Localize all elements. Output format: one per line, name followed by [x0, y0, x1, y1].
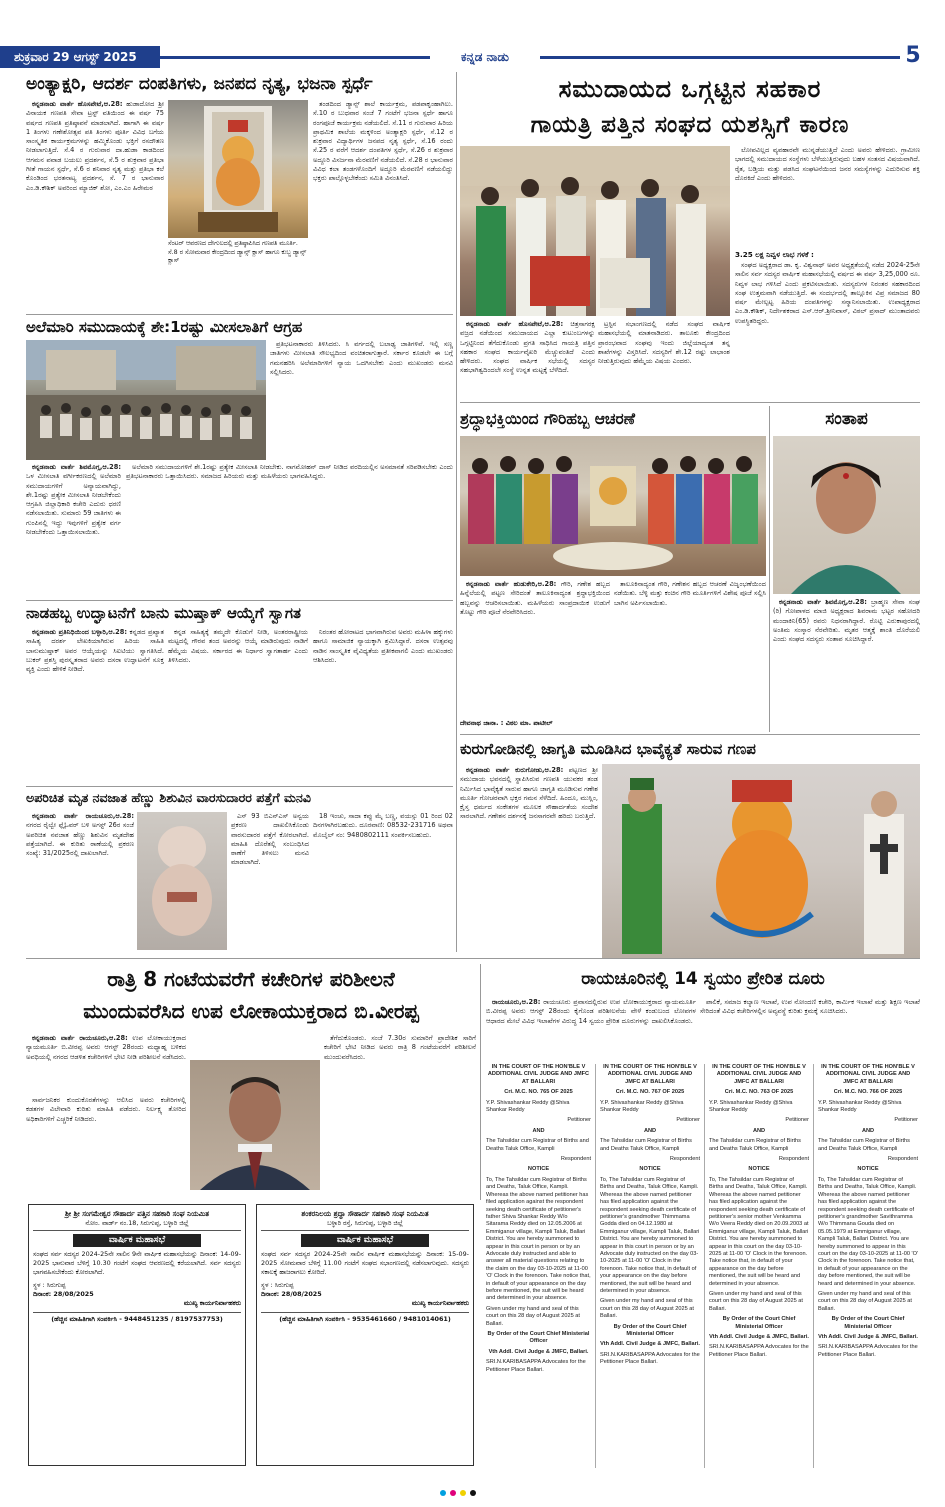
portrait-icon — [773, 436, 920, 594]
ganeshotsava-headline: ಶ್ರದ್ಧಾಭಕ್ತಿಯಿಂದ ಗೌರಿಹಬ್ಬ ಆಚರಣೆ — [460, 410, 636, 428]
legal-notice — [595, 1064, 700, 1468]
ad-society-name: ಶಂಕರನಿಲಯ ಶ್ರದ್ಧಾ ಸೌಹಾರ್ದ ಸಹಕಾರಿ ಸಂಘ ನಿಯಮಿತ — [301, 1210, 429, 1218]
legal-role: Respondent — [669, 1156, 700, 1163]
aparichita-text-2: ಎಸ್ 93 ಬಿಎನ್ಎಸ್ ಅನ್ವಯ ಪ್ರಕರಣ ದಾಖಲಿಸಿಕೊಂಡು ವಾರಸುದಾರರ ಪತ್ತೆಗೆ ಕೋರಲಾಗಿದೆ. ಮಾಹಿತಿ ದೊರೆತಲ್ಲಿ ಸಂಬಂಧಿಸಿದ ಠಾಣೆಗೆ ತಿಳಿಸಲು ಮನವಿ ಮಾಡಲಾಗಿದೆ. — [231, 812, 309, 867]
samudaya-text-right: ಲೋಪವಿಲ್ಲದ ವ್ಯವಹಾರವೇ ಮುನ್ನಡೆಯುತ್ತಿದೆ ಎಂದು ಅವರು ಹೇಳಿದರು. ಗ್ರಾಮೀಣ ಭಾಗದಲ್ಲಿ ಸಮುದಾಯದ ಸಂಸ್ಥೆಗಳು ಬೆಳೆಯುತ್ತಿರುವುದು ಬಹಳ ಸಂತಸದ ವಿಷಯವಾಗಿದೆ. ರೈತ, ಬಡ್ತಿಯ ಮತ್ತು ಪಡಸಿದ ಸಂಘಟನೆಯಿಂದ ಜನರ ಸಮಸ್ಯೆಗಳನ್ನು ಎದುರಿಸುವ ಶಕ್ತಿ ದೊರಕಿದೆ ಎಂದು ಹೇಳಿದರು. — [735, 146, 920, 182]
ganeshotsava-dateline: ಕನ್ನಡನಾಡು ವಾರ್ತೆ ಹುಡುಕೇರಿ,ಆ.28: — [466, 580, 557, 588]
lokayukta-portrait-photo — [190, 1060, 320, 1190]
legal-advocate: SRI.N.KARIBASAPPA Advocates for the Petitioner Place Ballari. — [486, 1359, 586, 1373]
lokayukta-text-3: ತೆಗೆದುಕೊಂಡರು. ಸಂಜೆ 7.30ರ ಸುಮಾರಿಗೆ ಪ್ರಾದೇಶಿಕ ಸಾರಿಗೆ ಕಚೇರಿಗೆ ಭೇಟಿ ನೀಡಿದ ಅವರು ರಾತ್ರಿ 8 ಗಂಟೆಯವರೆಗೆ ಪರಿಶೀಲನೆ ಮುಂದುವರೆಸಿದರು. — [324, 1034, 476, 1061]
lokayukta-body-3 — [324, 1034, 476, 1194]
ganeshotsava-body-1 — [460, 580, 610, 730]
ad-body: ಸಂಘದ ಸರ್ವ ಸದಸ್ಯರ 2024-25ನೇ ಸಾಲಿನ 9ನೇ ವಾರ್ಷಿಕ ಮಹಾಸಭೆಯನ್ನು ದಿನಾಂಕ: 14-09-2025 ಭಾನುವಾರ ಬೆಳಿಗ್ಗೆ 10.30 ಗಂಟೆಗೆ ಸಂಘದ ಆವರಣದಲ್ಲಿ ಕರೆಯಲಾಗಿದೆ. ಸರ್ವ ಸದಸ್ಯರು ಭಾಗವಹಿಸಬೇಕೆಂದು ಕೋರಲಾಗಿದೆ. — [33, 1250, 241, 1276]
samudaya-headline-2: ಗಾಯತ್ರಿ ಪತ್ತಿನ ಸಂಘದ ಯಶಸ್ಸಿಗೆ ಕಾರಣ — [530, 112, 850, 138]
festival-family-icon — [460, 436, 766, 576]
aparichita-infant-photo — [137, 812, 227, 950]
samudaya-felicitation-photo — [460, 146, 730, 316]
legal-notice-title: NOTICE — [527, 1166, 550, 1173]
antyakshari-headline: ಅಂತ್ಯಾಕ್ಷರಿ, ಆದರ್ಶ ದಂಪತಿಗಳು, ಜನಪದ ನೃತ್ಯ, ಭಜನಾ ಸ್ಪರ್ಧೆ — [26, 74, 373, 94]
samudaya-body-right-2 — [735, 261, 920, 398]
meeting-ad — [28, 1204, 246, 1466]
kurugodu-body — [460, 766, 598, 956]
legal-notice-title: NOTICE — [639, 1166, 661, 1173]
masthead-date: ಶುಕ್ರವಾರ 29 ಆಗಸ್ಟ್ 2025 — [14, 50, 137, 64]
ad-signatory: ಮುಖ್ಯ ಕಾರ್ಯನಿರ್ವಾಹಕರು — [411, 1299, 469, 1307]
legal-notice — [813, 1064, 918, 1468]
registration-mark — [440, 1490, 446, 1496]
legal-body: To, The Tahsildar cum Registrar of Births and Deaths, Taluk Office, Kampli. Whereas the above named petitioner has filed application against the respondent seeking death certificate of petitioner's senior mother Venkamma W/o Veera Reddy died on 20.09.2003 at Emmiganur village, Kampli Taluk, Ballari District. You are hereby summoned to appear in this court on the day 03-10-2025 at 11-00 'O' Clock in the forenoon. Take notice that, in default of your appearance on the day before mentioned, the suit will be heard and determined in your absence. — [709, 1176, 809, 1287]
unity-ganesha-icon — [602, 764, 920, 958]
legal-notice — [486, 1064, 591, 1468]
legal-by-order: By Order of the Court Chief Ministerial Officer — [722, 1316, 796, 1330]
legal-notice-title: NOTICE — [857, 1166, 879, 1173]
ad-place: ಸ್ಥಳ : ಸಿರುಗುಪ್ಪ — [33, 1281, 66, 1289]
santapa-body — [773, 598, 920, 732]
legal-and: AND — [861, 1127, 875, 1134]
legal-petitioner: Y.P. Shivashankar Reddy @Shiva Shankar Reddy — [709, 1099, 793, 1114]
legal-court-short: Vth Addl. Civil Judge & JMFC, Ballari. — [600, 1341, 700, 1348]
aparichita-text-3: 18 ಇಂಚು, ಸಾದಾ ಕಪ್ಪು ಮೈ ಬಣ್ಣ, ವಯಸ್ಸು 01 ರಿಂದ 02 ದಿನಗಳಾಗಿರಬಹುದು. ದೂರವಾಣಿ: 08532-231716 ಅಥವಾ ಮೊಬೈಲ್ ನಂ: 9480802111 ಸಂಪರ್ಕಿಸಬಹುದು. — [313, 812, 453, 839]
legal-respondent: The Tahsildar cum Registrar of Births and Deaths Taluk Office, Kampli — [818, 1138, 910, 1152]
samudaya-subhead: 3.25 ಲಕ್ಷ ನಿವ್ವಳ ಲಾಭ ಗಳಕೆ : — [735, 250, 814, 259]
rule — [26, 314, 453, 315]
legal-petitioner: Y.P. Shivashankar Reddy @Shiva Shankar Reddy — [486, 1099, 570, 1114]
swayam-headline: ರಾಯಚೂರಿನಲ್ಲಿ 14 ಸ್ವಯಂ ಪ್ರೇರಿತ ದೂರು — [581, 969, 825, 989]
lokayukta-body-1b — [26, 1096, 186, 1196]
legal-body: To, The Tahsildar cum Registrar of Births and Deaths, Taluk Office, Kampli. Whereas the above named petitioner has filed application against the respondent seeking death certificate of petitioner's grandmother Savithramma W/o Thimmana Gouda died on 05.05.1979 at Emmiganur village, Kampli Taluk, Ballari District. You are hereby summoned to appear in this court on the day 03-10-2025 at 11-00 'O' Clock in the forenoon. Take notice that, in default of your appearance on the day before mentioned, the suit will be heard and determined in your absence. — [818, 1176, 918, 1287]
registration-mark — [470, 1490, 476, 1496]
kurugodu-headline: ಕುರುಗೋಡಿನಲ್ಲಿ ಜಾಗೃತಿ ಮೂಡಿಸಿದ ಭಾವೈಕ್ಯತೆ ಸಾರುವ ಗಣಪ — [460, 740, 756, 758]
rule — [460, 402, 920, 403]
meeting-ad — [256, 1204, 474, 1466]
legal-role: Respondent — [560, 1156, 591, 1163]
aparichita-body-2 — [231, 812, 309, 952]
nadahabba-headline: ನಾಡಹಬ್ಬ ಉದ್ಘಾಟನೆಗೆ ಬಾನು ಮುಷ್ತಾಕ್ ಆಯ್ಕೆಗೆ ಸ್ವಾಗತ — [26, 604, 301, 622]
aparichita-body-3 — [313, 812, 453, 952]
ad-date: ದಿನಾಂಕ: 28/08/2025 — [261, 1290, 322, 1298]
legal-court: IN THE COURT OF THE HON'BLE V ADDITIONAL CIVIL JUDGE AND JMFC AT BALLARI — [821, 1064, 915, 1085]
swayam-text-2: ಪಾಲಿಕೆ, ಸಮಾಜ ಕಲ್ಯಾಣ ಇಲಾಖೆ, ಉಪ ನೋಂದಣಿ ಕಚೇರಿ, ಕಾರ್ಮಿಕ ಇಲಾಖೆ ಮತ್ತು ಶಿಕ್ಷಣ ಇಲಾಖೆ ಸೇರಿದಂತೆ ವಿವಿಧ ಕಚೇರಿಗಳಲ್ಲಿನ ಅವ್ಯವಸ್ಥೆ ಕುರಿತು ಕ್ರಮಕ್ಕೆ ಸೂಚಿಸಿದರು. — [700, 998, 920, 1016]
alemari-headline: ಅಲೆಮಾರಿ ಸಮುದಾಯಕ್ಕೆ ಶೇ:1ರಷ್ಟು ಮೀಸಲಾತಿಗೆ ಆಗ್ರಹ — [26, 318, 303, 336]
samudaya-body-2 — [598, 320, 730, 400]
legal-notice-title: NOTICE — [748, 1166, 770, 1173]
rule — [26, 600, 453, 601]
ganeshotsava-text-1: ಗೌರಿ, ಗಣೇಶ ಹಬ್ಬದ ಹಿನ್ನೆಲೆಯಲ್ಲಿ ಪಟ್ಟಣ ಸೇರಿದಂತೆ ತಾಲೂಕಿನಾದ್ಯಂತ ಶ್ರದ್ಧಾಭಕ್ತಿಯಿಂದ ಹಬ್ಬವನ್ನು ಆಚರಿಸಲಾಯಿತು. ಮಹಿಳೆಯರು ಸಾಂಪ್ರದಾಯಿಕ ಉಡುಗೆ ತೊಟ್ಟು ಗೌರಿ ಪೂಜೆ ನೆರವೇರಿಸಿದರು. — [460, 580, 610, 616]
legal-respondent: The Tahsildar cum Registrar of Births and Deaths Taluk Office, Kampli — [709, 1138, 801, 1152]
legal-role: Petitioner — [676, 1117, 700, 1124]
legal-body: To, The Tahsildar cum Registrar of Births and Deaths, Taluk Office, Kampli. Whereas the above named petitioner has filed application against the respondent seeking death certificate of petitioner's grandmother Thimmama Godda died on 04.12.1980 at Emmiganur village, Kampli Taluk, Ballari District. You are hereby summoned to appear in this court in person or by an Advocate duly instructed on the day 03-10-2025 at 11-00 'O' Clock in the forenoon. Take notice that, in default of your appearance on the day before mentioned, the suit will be heard and determined in your absence. — [600, 1176, 700, 1294]
aparichita-text-1: ನಗರದ ರೈಲ್ವೇ ಫ್ಲೈಓವರ್ ಬಳಿ ಅಗಸ್ಟ್ 26ರ ಸಂಜೆ ಅಪರಿಚಿತ ನವಜಾತ ಹೆಣ್ಣು ಶಿಶುವಿನ ಮೃತದೇಹ ಪತ್ತೆಯಾಗಿದೆ. ಈ ಕುರಿತು ಠಾಣೆಯಲ್ಲಿ ಪ್ರಕರಣ ಸಂಖ್ಯೆ: 31/2025ರಲ್ಲಿ ದಾಖಲಾಗಿದೆ. — [26, 821, 134, 858]
alemari-text-2: ಅಲೆಮಾರಿ ಸಮುದಾಯಗಳಿಗೆ ಶೇ.1ರಷ್ಟು ಪ್ರತ್ಯೇಕ ಮೀಸಲಾತಿ ನೀಡಬೇಕು. ನಾಗಮೋಹನ್ ದಾಸ್ ನೀಡಿದ ವರದಿಯಲ್ಲಿನ ಅಸಮಾನತೆ ಸರಿಪಡಿಸಬೇಕು ಎಂದು ಪ್ರತಿಭಟನಾಕಾರರು ಒತ್ತಾಯಿಸಿದರು. ಸಮಾಜದ ಹಿರಿಯರು ಮತ್ತು ಮಹಿಳೆಯರು ಭಾಗವಹಿಸಿದ್ದರು. — [126, 463, 453, 481]
legal-court-short: Vth Addl. Civil Judge & JMFC, Ballari. — [818, 1334, 918, 1340]
alemari-text-3: ಪ್ರತಿಭಟನಾಕಾರರು ತಿಳಿಸಿದರು. ಸಿ ವರ್ಗದಲ್ಲಿ ಬಲಾಢ್ಯ ಜಾತಿಗಳಿವೆ. ಇಲ್ಲಿ ಸಣ್ಣ ಜಾತಿಗಳು ಮೀಸಲಾತಿ ಸೌಲಭ್ಯದಿಂದ ವಂಚಿತರಾಗುತ್ತಾರೆ. ಸರ್ಕಾರ ಕೂಡಲೇ ಈ ಬಗ್ಗೆ ಗಮನಹರಿಸಿ ಅಲೆಮಾರಿಗಳಿಗೆ ನ್ಯಾಯ ಒದಗಿಸಬೇಕು ಎಂದು ಮುಖಂಡರು ಮನವಿ ಸಲ್ಲಿಸಿದರು. — [270, 340, 453, 376]
legal-and: AND — [532, 1127, 545, 1134]
antyakshari-body-left — [26, 100, 164, 312]
aparichita-headline: ಅಪರಿಚಿತ ಮೃತ ನವಜಾತ ಹೆಣ್ಣು ಶಿಶುವಿನ ವಾರಸುದಾರರ ಪತ್ತೆಗೆ ಮನವಿ — [26, 790, 311, 805]
ad-date: ದಿನಾಂಕ: 28/08/2025 — [33, 1290, 94, 1298]
legal-petitioner: Y.P. Shivashankar Reddy @Shiva Shankar Reddy — [818, 1099, 902, 1114]
legal-by-order: By Order of the Court Chief Ministerial Officer — [487, 1331, 590, 1345]
samudaya-headline-1: ಸಮುದಾಯದ ಒಗ್ಗಟ್ಟಿನ ಸಹಕಾರ — [558, 75, 822, 103]
legal-role: Petitioner — [567, 1117, 591, 1124]
nadahabba-body-3 — [313, 628, 453, 784]
kurugodu-dateline: ಕನ್ನಡನಾಡು ವಾರ್ತೆ ಕುರುಗೋಡು,ಆ.28: — [466, 766, 564, 774]
ad-contact: (ಹೆಚ್ಚಿನ ಮಾಹಿತಿಗಾಗಿ ಸಂಪರ್ಕಿಸಿ - 9535461660 / 9481014061) — [261, 1312, 469, 1324]
legal-given: Given under my hand and seal of this court on this 28 day of August 2025 at Ballari. — [709, 1290, 803, 1312]
ganeshotsava-text-2: ತಾಲೂಕಿನಾದ್ಯಂತ ಗೌರಿ, ಗಣೇಶನ ಹಬ್ಬದ ಆಚರಣೆ ವಿಜೃಂಭಣೆಯಿಂದ ನಡೆಯಿತು. ಬೆಳ್ಳಿ ಮತ್ತು ಕಂಚಿನ ಗೌರಿ ಮೂರ್ತಿಗಳಿಗೆ ವಿಶೇಷ ಪೂಜೆ ಸಲ್ಲಿಸಿ ಬಾಗಿನ ಅರ್ಪಿಸಲಾಯಿತು. — [614, 580, 766, 607]
legal-and: AND — [643, 1127, 657, 1134]
santapa-text: ಬ್ರಾಹ್ಮಣ ಸೇವಾ ಸಂಘ (ರಿ) ಗೋಪಾಳದ ಮಾಜಿ ಅಧ್ಯಕ್ಷರಾದ ಶಿವರಾಮ ಭಟ್ಟರ ಸಹೋದರಿ ಮಂದಾಕಿನಿ(65) ರವರು ನಿಧನರಾಗಿದ್ದಾರೆ. ರೊಟ್ಟಿ ಎರುಕಾಪುರದಲ್ಲಿ ಅಂತಿಮ ಸಂಸ್ಕಾರ ನೆರವೇರಿತು. ಮೃತರ ಆತ್ಮಕ್ಕೆ ಶಾಂತಿ ದೊರೆಯಲಿ ಎಂದು ಸಂಘದ ಸದಸ್ಯರು ಸಂತಾಪ ಸೂಚಿಸಿದ್ದಾರೆ. — [773, 598, 920, 644]
masthead-paper-name: ಕನ್ನಡ ನಾಡು — [430, 46, 540, 68]
registration-mark — [450, 1490, 456, 1496]
ad-signatory: ಮುಖ್ಯ ಕಾರ್ಯನಿರ್ವಾಹಕರು — [183, 1299, 241, 1307]
antyakshari-text-right: ತಂಡದಿಂದ ಡ್ಯಾನ್ಸ್‌ ಶಾಲೆ ಕಾರ್ಯಕ್ರಮ, ಪಡಪಾಕೃಂಹಾಗಿಲು. ಸೆ.10 ರ ಬುಧವಾರ ಸಂಜೆ 7 ಗಂಟೆಗೆ ಭಜನಾ ಸ್ಪರ್ಧೆ ಹಾಗೂ ರಂಗಪೂಜೆ ಕಾರ್ಯಕ್ರಮ ನಡೆಯಲಿದೆ. ಸೆ.11 ರ ಗುರುವಾರ ಹಿರಿಯ ಪ್ರಾಥಮಿಕ ಶಾಲೆಯ ಮಕ್ಕಳಿಂದ ಅಂತ್ಯಾಕ್ಷರಿ ಸ್ಪರ್ಧೆ, ಸೆ.12 ರ ಶುಕ್ರವಾರ ವಿದ್ಯಾರ್ಥಿಗಳ ಜನಪದ ನೃತ್ಯ ಸ್ಪರ್ಧೆ, ಸೆ.16 ರಂದು ಸೆ.25 ರ ವರೆಗೆ ಆದರ್ಶ ದಂಪತಿಗಳ ಸ್ಪರ್ಧೆ, ಸೆ.26 ರ ಶುಕ್ರವಾರ ಅದ್ದೂರಿ ವಿಸರ್ಜನಾ ಮೆರವಣಿಗೆ ನಡೆಯಲಿದೆ. ಸೆ.28 ರ ಭಾನುವಾರ ವಿವಿಧ ಕಲಾ ತಂಡಗಳೊಂದಿಗೆ ಅದ್ಧೂರಿ ಮೆರವಣಿಗೆ ನಡೆಯಲಿದ್ದು ಭಕ್ತರು ಪಾಲ್ಗೊಳ್ಳಬೇಕೆಂದು ಸಮಿತಿ ವಿನಂತಿಸಿದೆ. — [313, 100, 453, 183]
legal-given: Given under my hand and seal of this court on this 28 day of August 2025 at Ballari. — [600, 1298, 694, 1320]
lokayukta-text-1: ಉಪ ಲೋಕಾಯುಕ್ತರಾದ ನ್ಯಾಯಮೂರ್ತಿ ಬಿ.ವೀರಪ್ಪ ಅವರು ಆಗಸ್ಟ್ 28ರಂದು ಮಧ್ಯಾಹ್ನ ಬಳಿಕದ ಅವಧಿಯಲ್ಲಿ ನಗರದ ಆಡಳಿತ ಕಚೇರಿಗಳಿಗೆ ಭೇಟಿ ನೀಡಿ ಪರಿಶೀಲನೆ ನಡೆಸಿದರು. — [26, 1034, 186, 1061]
samudaya-dateline: ಕನ್ನಡನಾಡು ವಾರ್ತೆ ಹೊಸಪೇಟೆ,ಆ.28: — [466, 320, 564, 328]
rule — [769, 406, 770, 732]
samudaya-body-right — [735, 146, 920, 250]
infant-photo-icon — [137, 812, 227, 950]
legal-court: IN THE COURT OF THE HON'BLE V ADDITIONAL CIVIL JUDGE AND JMFC AT BALLARI — [603, 1064, 697, 1085]
legal-by-order: By Order of the Court Chief Ministerial Officer — [831, 1316, 905, 1330]
legal-role: Petitioner — [785, 1117, 809, 1124]
samudaya-text-1: ಚಿತ್ರಸಾಗರಕ್ಷ ವಜ್ರದ ನಡೆಯಿಂದ ಸಮುದಾಯದ ಎಲ್ಲಾ ಕುಟುಂಬಗಳನ್ನು ಒಗ್ಗಟ್ಟಿನಿಂದ ತೆಗೆದುಕೊಂಡು ಪ್ರಗತಿ ಸಾಧಿಸಿದ ಗಾಯತ್ರಿ ಪತ್ತಿನ ಸಹಕಾರ ಸಂಘದ ಕಾರ್ಯವೈಖರಿ ಮೆಚ್ಚುವಂತಿದೆ ಎಂದು ಹೇಳಿದರು. ಸಂಘದ ವಾರ್ಷಿಕ ಸಭೆಯಲ್ಲಿ ಸದಸ್ಯರ ಸಹಭಾಗಿತ್ವದಿಂದಲೇ ಸಂಸ್ಥೆ ಉನ್ನತ ಮಟ್ಟಕ್ಕೆ ಬೆಳೆದಿದೆ. — [460, 320, 595, 375]
masthead-page-number: 5 — [905, 43, 921, 68]
rule — [26, 958, 920, 959]
registration-mark — [460, 1490, 466, 1496]
lokayukta-headline-1: ರಾತ್ರಿ 8 ಗಂಟೆಯವರೆಗೆ ಕಚೇರಿಗಳ ಪರಿಶೀಲನೆ — [107, 967, 395, 991]
legal-case-number: Cri. M.C. NO. 765 OF 2025 — [504, 1089, 573, 1096]
samudaya-text-right-2: ಸಂಘದ ಅಧ್ಯಕ್ಷರಾದ ಡಾ. ಕೃ. ವಿಶ್ವನಾಥ್ ಅವರ ಅಧ್ಯಕ್ಷತೆಯಲ್ಲಿ ನಡೆದ 2024-25ನೇ ಸಾಲಿನ ಸರ್ವ ಸದಸ್ಯರ ವಾರ್ಷಿಕ ಮಹಾಸಭೆಯಲ್ಲಿ ವರ್ಷದ ಈ ವರ್ಷ 3,25,000 ರೂ. ನಿವ್ವಳ ಲಾಭ ಗಳಿಸಿದೆ ಎಂದು ಪ್ರಕಟಿಸಲಾಯಿತು. ಸದಸ್ಯರುಗಳ ನಿರಂತರ ಸಹಕಾರದಿಂದ ಸಂಘ ಉತ್ತಮವಾಗಿ ನಡೆಯುತ್ತಿದೆ. ಈ ಸಂದರ್ಭದಲ್ಲಿ ತಾಲ್ಲೂಕಿನ ವಿಪ್ರ ಸಮಾಜದ 80 ವರ್ಷ ಮೇಲ್ಪಟ್ಟ ಹಿರಿಯ ದಂಪತಿಗಳನ್ನು ಸನ್ಮಾನಿಸಲಾಯಿತು. ಉಪಾಧ್ಯಕ್ಷರಾದ ಎಂ.ಡಿ.ಕೌಶಿಕ್, ನಿರ್ದೇಶಕರಾದ ಎಸ್.ಆರ್.ಶ್ರೀನಿವಾಸ್, ವಿಠಲ್ ಪ್ರಸಾದ್ ಮುಂತಾದವರು ಉಪಸ್ಥಿತರಿದ್ದರು. — [735, 261, 920, 325]
antyakshari-body-right — [313, 100, 453, 312]
legal-case-number: Cri. M.C. NO. 767 OF 2025 — [615, 1089, 685, 1096]
nadahabba-text-1: ಕನ್ನಡದ ಪ್ರಖ್ಯಾತ ಸಾಹಿತ್ಯ ದರರ್ಶ ಲೇಖಕಿಯಾಗಿರುವ ಹಿರಿಯ ಸಾಹಿತಿ ಬಾನುಮುಷ್ತಾಕ್ ಅವರ ಆಯ್ಕೆಯನ್ನು ಸಿಐಟಿಯು ಸ್ವಾಗತಿಸಿದೆ. ಬುಕರ್ ಪ್ರಶಸ್ತಿ ಪುರಸ್ಕೃತರಾದ ಅವರು ದಸರಾ ಉದ್ಘಾಟನೆಗೆ ಸೂಕ್ತ ವ್ಯಕ್ತಿ ಎಂದು ಹೇಳಿಕೆ ನೀಡಿದೆ. — [26, 628, 164, 674]
santapa-dateline: ಕನ್ನಡನಾಡು ವಾರ್ತೆ ಶಿವಮೊಗ್ಗ,ಆ.28: — [779, 598, 867, 606]
antyakshari-dateline: ಕನ್ನಡನಾಡು ವಾರ್ತೆ ಹೊಸಪೇಟೆ,ಆ.28: — [32, 100, 123, 108]
alemari-body-1 — [26, 463, 121, 597]
masthead — [0, 44, 945, 70]
swayam-body-1 — [486, 998, 696, 1060]
swayam-body-2 — [700, 998, 920, 1060]
alemari-body-3 — [270, 340, 453, 460]
kurugodu-text: ಪಟ್ಟಣದ ಶ್ರೀ ಸಮುದಾಯ ಭವನದಲ್ಲಿ ಸ್ಥಾಪಿಸಿರುವ ಗಣಪತಿ ಯುವಕರ ತಂಡ ನಿರ್ಮಿಸಿದ ಭಾವೈಕ್ಯತೆ ಸಾರುವ ಹಾಗೂ ಜಾಗೃತಿ ಮೂಡಿಸುವ ಗಣೇಶ ಮೂರ್ತಿ ಗೋಚರವಾಗಿ ಭಕ್ತರ ಗಮನ ಸೆಳೆದಿದೆ. ಹಿಂದೂ, ಮುಸ್ಲಿಂ, ಕ್ರೈಸ್ತ ಧರ್ಮದ ಸಂಕೇತಗಳ ಮೂಲಕ ಸೌಹಾರ್ದತೆಯ ಸಂದೇಶ ಸಾರಲಾಗಿದೆ. ಗಣೇಶನ ದರ್ಶನಕ್ಕೆ ಜನಸಾಗರವೇ ಹರಿದು ಬರುತ್ತಿದೆ. — [460, 766, 598, 821]
santapa-headline: ಸಂತಾಪ — [825, 409, 868, 429]
legal-petitioner: Y.P. Shivashankar Reddy @Shiva Shankar Reddy — [600, 1099, 684, 1114]
aparichita-body-1 — [26, 812, 134, 952]
alemari-protest-photo — [26, 340, 266, 460]
alemari-body-2 — [126, 463, 453, 597]
legal-notice — [704, 1064, 809, 1468]
legal-body: To, The Tahsildar cum Registrar of Births and Deaths, Taluk Office, Kampli. Whereas the above named petitioner has filed application against the respondent seeking death certificate of petitioner's father Shiva Shankar Reddy W/o Sitarama Reddy died on 12.05.2006 at Emmiganur village, Kampli Taluk, Ballari District. You are hereby summoned to appear in this court in person or by an Advocate duly instructed and able to answer all material questions relating to the claim on the day 03-10-2025 at 11-00 'O' Clock in the forenoon. Take notice that, in default of your appearance on the day before mentioned, the suit will be heard and determined in your absence. — [486, 1176, 591, 1302]
legal-role: Petitioner — [894, 1117, 918, 1124]
legal-court-short: Vth Addl. Civil Judge & JMFC, Ballari. — [488, 1348, 589, 1355]
nadahabba-dateline: ಕನ್ನಡನಾಡು ಪ್ರತಿನಿಧಿಯಿಂದ ಬಳ್ಳಾರಿ,ಆ.28: — [32, 628, 127, 636]
legal-advocate: SRI.N.KARIBASAPPA Advocates for the Petitioner Place Ballari. — [600, 1351, 700, 1366]
legal-case-number: Cri. M.C. NO. 763 OF 2025 — [724, 1089, 794, 1096]
swayam-dateline: ರಾಯಚೂರು,ಆ.28: — [492, 998, 541, 1006]
aparichita-dateline: ಕನ್ನಡನಾಡು ವಾರ್ತೆ ರಾಯಚೂರು,ಆ.28: — [32, 812, 134, 820]
alemari-text-1: ಒಳ ಮೀಸಲಾತಿ ವರ್ಗೀಕರಣದಲ್ಲಿ ಅಲೆಮಾರಿ ಸಮುದಾಯಗಳಿಗೆ ಅನ್ಯಾಯವಾಗಿದ್ದು, ಶೇ.1ರಷ್ಟು ಪ್ರತ್ಯೇಕ ಮೀಸಲಾತಿ ನೀಡಬೇಕೆಂದು ಆಗ್ರಹಿಸಿ ಜಿಲ್ಲಾಧಿಕಾರಿ ಕಚೇರಿ ಎದುರು ಧರಣಿ ನಡೆಸಲಾಯಿತು. ಸುಮಾರು 59 ಜಾತಿಗಳು ಈ ಗುಂಪಿನಲ್ಲಿ ಇದ್ದು ಇವುಗಳಿಗೆ ಪ್ರತ್ಯೇಕ ವರ್ಗ ನೀಡಬೇಕೆಂದು ಒತ್ತಾಯಿಸಲಾಯಿತು. — [26, 472, 121, 537]
legal-given: Given under my hand and seal of this court on this 28 day of August 2025 at Ballari. — [486, 1305, 580, 1327]
legal-and: AND — [752, 1127, 766, 1134]
legal-court: IN THE COURT OF THE HON'BLE V ADDITIONAL CIVIL JUDGE AND JMFC AT BALLARI — [487, 1064, 590, 1085]
legal-advocate: SRI.N.KARIBASAPPA Advocates for the Petitioner Place Ballari. — [709, 1344, 809, 1358]
legal-role: Respondent — [778, 1156, 809, 1163]
rule — [456, 72, 457, 952]
santapa-portrait-photo — [773, 436, 920, 594]
ganeshotsava-family-photo — [460, 436, 766, 576]
antyakshari-text-left: ಹುಡಾದೋದ ಶ್ರೀ ವಿನಾಯಕ ಗಣಪತಿ ಸೇವಾ ಟ್ರಸ್ಟ್ ವತಿಯಿಂದ ಈ ವರ್ಷ 75 ವರ್ಷದ ಗಣಪತಿ ಪ್ರತಿಷ್ಠಾಪನೆ ಮಾಡಲಾಗಿದೆ. ಹಾಗಾಗಿ ಈ ವರ್ಷ 1 ತಿಂಗಳು ಗಣೇಶೋತ್ಸವ ಪತಿ ತಿಂಗಳು ಪೂರ್ತಿ ವಿವಿಧ ಬಗೆಯ ಸಾಂಸ್ಕೃತಿಕ ಕಾರ್ಯಕ್ರಮಗಳನ್ನು ಹಮ್ಮಿಕೊಂಡು ಭಕ್ತಿಗೆ ರಸದೌತಣ ನೀಡಲಾಗುತ್ತಿದೆ. ಸೆ.4 ರ ಗುರುವಾರ ದಾ.ಹುಡಾ ಕಾಡದಿಂದ ಆಗಮನ ಪವಾಡ ಬಯಲು ಪ್ರದರ್ಶನ, ಸೆ.5 ರ ಶುಕ್ರವಾರ ಪ್ರತಿಭಾ ಗೀತೆ ಗಾಯನ ಸ್ಪರ್ಧೆ, ಸೆ.6 ರ ಶನಿವಾರ ನೃತ್ಯ ಮತ್ತು ಪ್ರತಿಭಾ ಕಲೆ ಕೊಂಡಿಂದ ಭರತನಾಟ್ಯ ಪ್ರದರ್ಶನ, ಸೆ. 7 ರ ಭಾನುವಾರ ಎಂ.ಡಿ.ಕೌಶಿಕ್ ಅವರಿಂದ ಮ್ಯಾಜಿಕ್ ಶೋ, ಎಂ.ಎಂ ಹಿರೇಮಠ — [26, 100, 164, 192]
rule — [26, 786, 453, 787]
ad-title: ವಾರ್ಷಿಕ ಮಹಾಸಭೆ — [73, 1234, 202, 1247]
nadahabba-text-3: ನಿರಂತರ ಹೋರಾಟದ ಭಾಗವಾಗಿರುವ ಅವರು ಮಹಿಳಾ ಹಕ್ಕುಗಳು ಹಾಗೂ ಸಾಮಾಜಿಕ ನ್ಯಾಯಕ್ಕಾಗಿ ಶ್ರಮಿಸಿದ್ದಾರೆ. ದಸರಾ ಉತ್ಸವವು ನಾಡಿನ ಸಾಂಸ್ಕೃತಿಕ ವೈವಿಧ್ಯತೆಯ ಪ್ರತೀಕವಾಗಲಿ ಎಂದು ಮುಖಂಡರು ಆಶಿಸಿದರು. — [313, 628, 453, 664]
lokayukta-text-2: ಸಾರ್ವಜನಿಕರ ಕುಂದುಕೊರತೆಗಳನ್ನು ಆಲಿಸಿದ ಅವರು ಕಚೇರಿಗಳಲ್ಲಿ ಕಡತಗಳ ವಿಲೇವಾರಿ ಕುರಿತು ಮಾಹಿತಿ ಪಡೆದರು. ನಿರ್ಲಕ್ಷ್ಯ ತೋರಿದ ಅಧಿಕಾರಿಗಳಿಗೆ ಎಚ್ಚರಿಕೆ ನೀಡಿದರು. — [26, 1096, 186, 1123]
ad-society-name: ಶ್ರೀ ಶ್ರೀ ಸಂಗಮೇಶ್ವರ ಸೌಹಾರ್ದ ಪತ್ತಿನ ಸಹಕಾರಿ ಸಂಘ ನಿಯಮಿತ — [65, 1210, 209, 1218]
crowd-photo-icon — [26, 340, 266, 460]
nadahabba-body-1 — [26, 628, 164, 784]
samudaya-body-1 — [460, 320, 595, 400]
ad-address: ಬಳ್ಳಾರಿ ರಸ್ತೆ, ಸಿರುಗುಪ್ಪ, ಬಳ್ಳಾರಿ ಜಿಲ್ಲೆ — [261, 1219, 469, 1231]
ad-contact: (ಹೆಚ್ಚಿನ ಮಾಹಿತಿಗಾಗಿ ಸಂಪರ್ಕಿಸಿ - 9448451235 / 8197537753) — [33, 1312, 241, 1324]
lokayukta-dateline: ಕನ್ನಡನಾಡು ವಾರ್ತೆ ರಾಯಚೂರು,ಆ.28: — [32, 1034, 128, 1042]
kurugodu-ganesha-photo — [602, 764, 920, 958]
alemari-dateline: ಕನ್ನಡನಾಡು ವಾರ್ತೆ ಶಿವಮೊಗ್ಗ,ಆ.28: — [32, 463, 121, 471]
swayam-text-1: ರಾಯಚೂರು ಪ್ರವಾಸದಲ್ಲಿರುವ ಉಪ ಲೋಕಾಯುಕ್ತರಾದ ನ್ಯಾಯಮೂರ್ತಿ ಬಿ.ವೀರಪ್ಪ ಅವರು ಆಗಸ್ಟ್ 28ರಂದು ಕೈಗೊಂಡ ಪರಿಶೀಲನೆಯ ವೇಳೆ ಕಂಡುಬಂದ ಲೋಪಗಳ ಆಧಾರದ ಮೇಲೆ ವಿವಿಧ ಇಲಾಖೆಗಳ ವಿರುದ್ಧ 14 ಸ್ವಯಂ ಪ್ರೇರಿತ ದೂರುಗಳನ್ನು ದಾಖಲಿಸಿಕೊಂಡರು. — [486, 998, 696, 1025]
legal-respondent: The Tahsildar cum Registrar of Births and Deaths Taluk Office, Kampli — [600, 1138, 692, 1152]
ad-body: ಸಂಘದ ಸರ್ವ ಸದಸ್ಯರ 2024-25ನೇ ಸಾಲಿನ ವಾರ್ಷಿಕ ಮಹಾಸಭೆಯನ್ನು ದಿನಾಂಕ: 15-09-2025 ಸೋಮವಾರ ಬೆಳಿಗ್ಗೆ 11.00 ಗಂಟೆಗೆ ಸಂಘದ ಸಭಾಂಗಣದಲ್ಲಿ ನಡೆಸಲಾಗುವುದು. ಸದಸ್ಯರು ಸಕಾಲಕ್ಕೆ ಹಾಜರಾಗಲು ಕೋರಿದೆ. — [261, 1250, 469, 1276]
legal-court: IN THE COURT OF THE HON'BLE V ADDITIONAL CIVIL JUDGE AND JMFC AT BALLARI — [712, 1064, 806, 1085]
ganeshotsava-body-2 — [614, 580, 766, 720]
legal-case-number: Cri. M.C. NO. 766 OF 2025 — [833, 1089, 903, 1096]
rule — [480, 964, 481, 1200]
lokayukta-body-1 — [26, 1034, 186, 1094]
official-portrait-icon — [190, 1060, 320, 1190]
ganesha-idol-icon — [168, 100, 308, 238]
nadahabba-text-2: ಕನ್ನಡ ಸಾಹಿತ್ಯಕ್ಕೆ ತಮ್ಮದೇ ಕೊಡುಗೆ ನೀಡಿ, ಅಂತರರಾಷ್ಟ್ರೀಯ ಮಟ್ಟದಲ್ಲಿ ಗೌರವ ತಂದ ಅವರನ್ನು ಆಯ್ಕೆ ಮಾಡಿರುವುದು ನಾಡಿಗೆ ಹೆಮ್ಮೆಯ ವಿಷಯ. ಸರ್ಕಾರದ ಈ ನಿರ್ಧಾರ ಸ್ವಾಗತಾರ್ಹ ಎಂದು ತಿಳಿಸಿದರು. — [168, 628, 308, 664]
antyakshari-photo-caption: ಸೆಂಟರ್ ಆವರಣದ ದೇಗುಲದಲ್ಲಿ ಪ್ರತಿಷ್ಠಾಪಿಸಿದ ಗಣಪತಿ ಮೂರ್ತಿ. ಸೆ.8 ರ ಸೋಮವಾರ ಕೇಂದ್ರದಿಂದ ಡ್ಯಾನ್ಸ್ ಕ್ಲಾಸ್ ಹಾಗೂ ಕುಬ್ಜ ಡ್ಯಾನ್ಸ್ ಕ್ಲಾಸ್ — [168, 240, 307, 264]
felicitation-group-icon — [460, 146, 730, 316]
antyakshari-ganesha-photo — [168, 100, 308, 238]
rule — [460, 734, 920, 735]
legal-by-order: By Order of the Court Chief Ministerial Officer — [613, 1323, 687, 1337]
legal-court-short: Vth Addl. Civil Judge & JMFC, Ballari. — [709, 1334, 809, 1340]
legal-respondent: The Tahsildar cum Registrar of Births and Deaths Taluk Office, Kampli — [486, 1138, 589, 1152]
legal-role: Respondent — [887, 1156, 918, 1163]
legal-given: Given under my hand and seal of this court on this 28 day of August 2025 at Ballari. — [818, 1290, 912, 1312]
ad-address: ನೋಂ. ವಾರ್ಡ್ ನಂ.18, ಸಿರುಗುಪ್ಪ, ಬಳ್ಳಾರಿ ಜಿಲ್ಲೆ — [33, 1219, 241, 1231]
lokayukta-headline-2: ಮುಂದುವರೆಸಿದ ಉಪ ಲೋಕಾಯುಕ್ತರಾದ ಬಿ.ವೀರಪ್ಪ — [83, 999, 419, 1023]
legal-advocate: SRI.N.KARIBASAPPA Advocates for the Petitioner Place Ballari. — [818, 1344, 918, 1358]
ad-title: ವಾರ್ಷಿಕ ಮಹಾಸಭೆ — [301, 1234, 430, 1247]
ganeshotsava-signature: ದೇವನಾಥ ಜಾನಾ. : ವಿಠಲ ಮಾ. ಪಾಟೀಲ್ — [460, 719, 553, 727]
ad-place: ಸ್ಥಳ : ಸಿರುಗುಪ್ಪ — [261, 1281, 294, 1289]
samudaya-text-2: ಟ್ರಸ್ಟಿನ ಸಭಾಂಗಣದಲ್ಲಿ ನಡೆದ ಸಂಘದ ವಾರ್ಷಿಕ ಮಹಾಸಭೆಯಲ್ಲಿ ಮಾತನಾಡಿದರು. ತಾಲೂಕು ಕೇಂದ್ರದಿಂದ ಪ್ರಾರಂಭವಾದ ಸಂಘವು ಇಂದು ಜಿಲ್ಲೆಯಾದ್ಯಂತ ತನ್ನ ಶಾಖೆಗಳನ್ನು ವಿಸ್ತರಿಸಿದೆ. ಸದಸ್ಯರಿಗೆ ಶೇ.12 ರಷ್ಟು ಲಾಭಾಂಶ ನೀಡುತ್ತಿರುವುದು ಹೆಮ್ಮೆಯ ವಿಷಯ ಎಂದರು. — [598, 320, 730, 366]
nadahabba-body-2 — [168, 628, 308, 784]
